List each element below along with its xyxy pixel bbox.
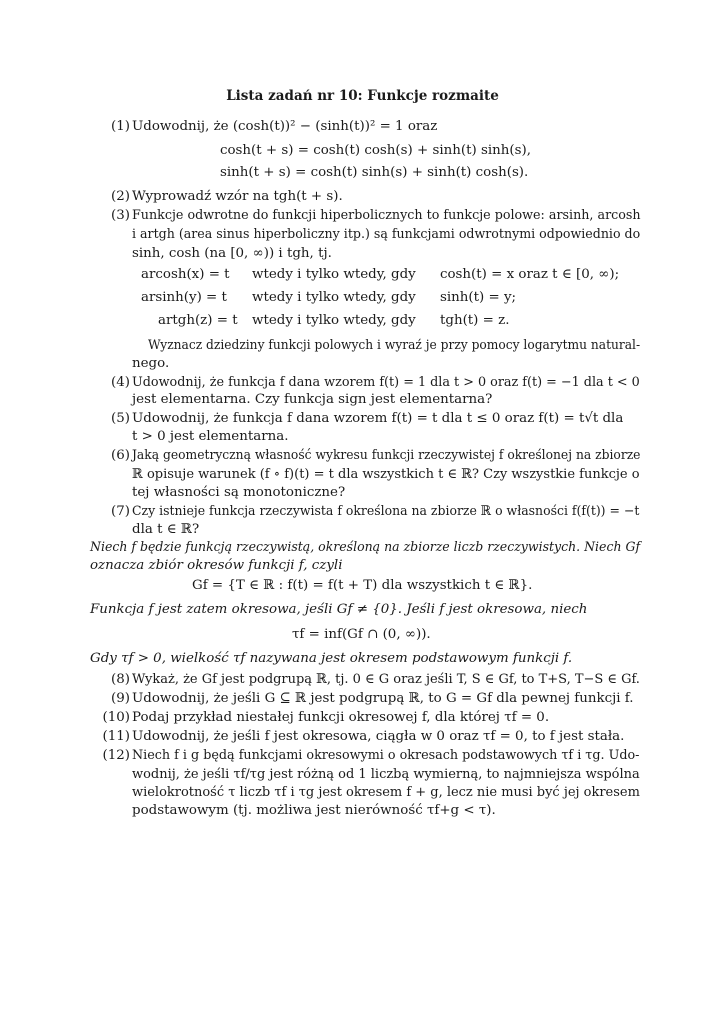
item-5-line-1: Udowodnij, że funkcja f dana wzorem f(t) = t dla t ≤ 0 oraz f(t) = t√t dla [132,411,624,426]
item-12-number: (12) [102,748,130,763]
item-9-line-1: Udowodnij, że jeśli G ⊆ ℝ jest podgrupą ℝ, to G = Gf dla pewnej funkcji f. [132,691,634,706]
item-1-formula-1: cosh(t + s) = cosh(t) cosh(s) + sinh(t) sinh(s), [220,143,531,158]
item-6-line-3: tej własności są monotoniczne? [132,485,346,500]
item-10-number: (10) [102,710,130,725]
item-1-line-1: Udowodnij, że (cosh(t))² − (sinh(t))² = 1 oraz [132,119,438,134]
item-7-line-2: dla t ∈ ℝ? [132,522,200,537]
item-7-number: (7) [111,504,130,519]
item-1-formula-2: sinh(t + s) = cosh(t) sinh(s) + sinh(t) cosh(s). [220,165,529,180]
item-12-line-3: wielokrotność τ liczb τf i τg jest okresem f + g, lecz nie musi być jej okresem [132,785,640,800]
definition-line-4: Gdy τf > 0, wielkość τf nazywana jest okresem podstawowym funkcji f. [90,651,573,666]
item-8-number: (8) [111,672,130,687]
item-10-line-1: Podaj przykład niestałej funkcji okresowej f, dla której τf = 0. [132,710,550,725]
item-4-line-2: jest elementarna. Czy funkcja sign jest elementarna? [132,392,493,407]
item-6-number: (6) [111,448,130,463]
item-12-line-1: Niech f i g będą funkcjami okresowymi o okresach podstawowych τf i τg. Udo- [132,748,640,763]
item-2-line-1: Wyprowadź wzór na tgh(t + s). [132,189,343,204]
item-5-line-2: t > 0 jest elementarna. [132,429,289,444]
item-3-line-2: i artgh (area sinus hiperboliczny itp.) są funkcjami odwrotnymi odpowiednio do [132,227,641,242]
table-row-2-col-2: wtedy i tylko wtedy, gdy [252,290,416,305]
item-8-line-1: Wykaż, że Gf jest podgrupą ℝ, tj. 0 ∈ G oraz jeśli T, S ∈ Gf, to T+S, T−S ∈ Gf. [132,672,640,687]
table-row-3-col-2: wtedy i tylko wtedy, gdy [252,313,416,328]
item-3-line-3: sinh, cosh (na [0, ∞)) i tgh, tj. [132,246,332,261]
item-4-number: (4) [111,375,130,390]
item-3-after-2: nego. [132,356,170,371]
definition-line-2: oznacza zbiór okresów funkcji f, czyli [90,558,343,573]
item-7-line-1: Czy istnieje funkcja rzeczywista f określona na zbiorze ℝ o własności f(f(t)) = −t [132,504,640,519]
item-1-number: (1) [111,119,130,134]
item-11-number: (11) [102,729,130,744]
item-3-after-1: Wyznacz dziedziny funkcji polowych i wyraź je przy pomocy logarytmu natural- [148,338,641,353]
item-12-line-2: wodnij, że jeśli τf/τg jest różną od 1 liczbą wymierną, to najmniejsza wspólna [132,767,640,782]
item-12-line-4: podstawowym (tj. możliwa jest nierówność τf+g < τ). [132,803,496,818]
table-row-2-col-1: arsinh(y) = t [141,290,227,305]
item-3-line-1: Funkcje odwrotne do funkcji hiperbolicznych to funkcje polowe: arsinh, arcosh [132,208,641,223]
item-2-number: (2) [111,189,130,204]
definition-formula-gf: Gf = {T ∈ ℝ : f(t) = f(t + T) dla wszystkich t ∈ ℝ}. [192,578,533,593]
table-row-2-col-3: sinh(t) = y; [440,290,517,305]
item-3-number: (3) [111,208,130,223]
table-row-1-col-2: wtedy i tylko wtedy, gdy [252,267,416,282]
item-6-line-2: ℝ opisuje warunek (f ∘ f)(t) = t dla wszystkich t ∈ ℝ? Czy wszystkie funkcje o [132,467,640,482]
definition-line-1: Niech f będzie funkcją rzeczywistą, określoną na zbiorze liczb rzeczywistych. Niech Gf [90,540,641,555]
definition-formula-tau: τf = inf(Gf ∩ (0, ∞)). [292,627,431,642]
item-11-line-1: Udowodnij, że jeśli f jest okresowa, ciągła w 0 oraz τf = 0, to f jest stała. [132,729,625,744]
table-row-1-col-3: cosh(t) = x oraz t ∈ [0, ∞); [440,267,620,282]
table-row-3-col-1: artgh(z) = t [158,313,238,328]
item-6-line-1: Jaką geometryczną własność wykresu funkcji rzeczywistej f określonej na zbiorze [132,448,641,463]
page-title: Lista zadań nr 10: Funkcje rozmaite [226,88,499,104]
item-5-number: (5) [111,411,130,426]
definition-line-3: Funkcja f jest zatem okresowa, jeśli Gf ≠ {0}. Jeśli f jest okresowa, niech [90,602,588,617]
item-4-line-1: Udowodnij, że funkcja f dana wzorem f(t) = 1 dla t > 0 oraz f(t) = −1 dla t < 0 [132,375,640,390]
table-row-1-col-1: arcosh(x) = t [141,267,230,282]
item-9-number: (9) [111,691,130,706]
table-row-3-col-3: tgh(t) = z. [440,313,510,328]
